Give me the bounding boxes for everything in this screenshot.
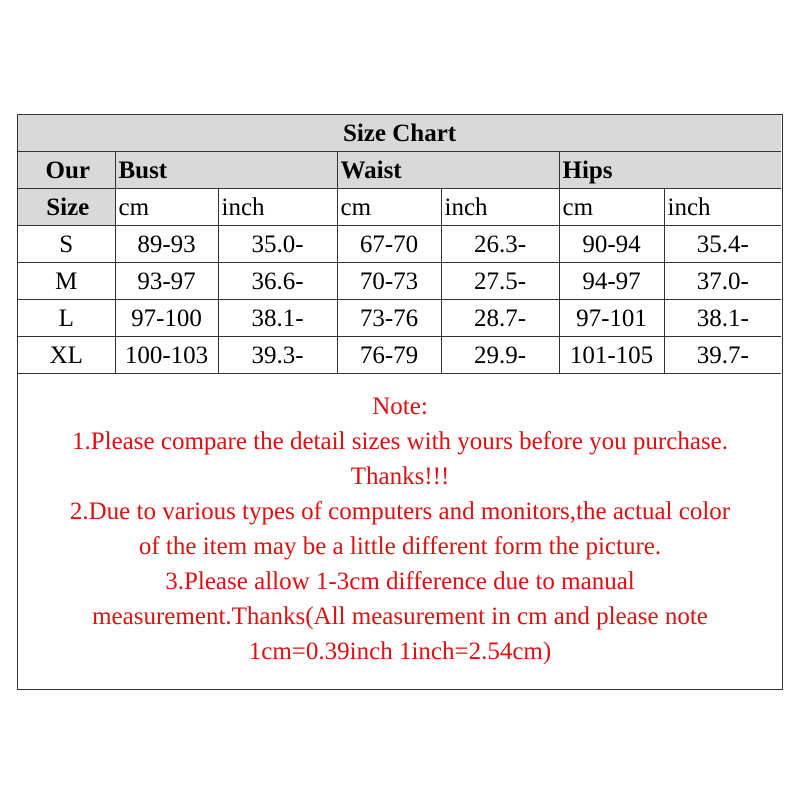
- table-row: [18, 226, 781, 263]
- hips-inch-cell: 39.7-: [664, 337, 781, 374]
- waist-cm-cell: 70-73: [337, 263, 441, 300]
- note-line: 1cm=0.39inch 1inch=2.54cm): [248, 638, 552, 665]
- waist-cm-cell: 76-79: [337, 337, 441, 374]
- bust-inch-cell: 39.3-: [218, 337, 337, 374]
- bust-inch-cell: 38.1-: [218, 300, 337, 337]
- size-table: [18, 115, 781, 374]
- group-header-hips: Hips: [559, 152, 781, 189]
- size-cell: L: [18, 300, 115, 337]
- note-line: measurement.Thanks(All measurement in cm and please note: [92, 603, 708, 630]
- our-size-label-line2: Size: [18, 189, 115, 226]
- unit-header: cm: [115, 189, 218, 226]
- waist-inch-cell: 26.3-: [441, 226, 559, 263]
- hips-cm-cell: 90-94: [559, 226, 664, 263]
- note-line: of the item may be a little different form the picture.: [138, 533, 662, 560]
- group-header-bust: Bust: [115, 152, 337, 189]
- unit-header: inch: [218, 189, 337, 226]
- hips-cm-cell: 94-97: [559, 263, 664, 300]
- bust-cm-cell: 100-103: [115, 337, 218, 374]
- hips-cm-cell: 101-105: [559, 337, 664, 374]
- group-header-waist: Waist: [337, 152, 559, 189]
- bust-cm-cell: 97-100: [115, 300, 218, 337]
- table-row: [18, 337, 781, 374]
- notes-section: [18, 369, 782, 689]
- note-line: 3.Please allow 1-3cm difference due to manual: [165, 568, 635, 595]
- bust-inch-cell: 35.0-: [218, 226, 337, 263]
- table-row: [18, 300, 781, 337]
- unit-header: cm: [559, 189, 664, 226]
- bust-cm-cell: 89-93: [115, 226, 218, 263]
- hips-inch-cell: 35.4-: [664, 226, 781, 263]
- our-size-label-line1: Our: [18, 152, 115, 189]
- unit-header: inch: [441, 189, 559, 226]
- hips-cm-cell: 97-101: [559, 300, 664, 337]
- note-line: 2.Due to various types of computers and monitors,the actual color: [69, 498, 731, 525]
- size-cell: M: [18, 263, 115, 300]
- hips-inch-cell: 37.0-: [664, 263, 781, 300]
- waist-cm-cell: 67-70: [337, 226, 441, 263]
- note-line: Thanks!!!: [350, 463, 450, 490]
- waist-inch-cell: 27.5-: [441, 263, 559, 300]
- size-cell: S: [18, 226, 115, 263]
- table-row: [18, 263, 781, 300]
- size-chart: [17, 114, 783, 690]
- note-heading: Note:: [372, 393, 428, 420]
- hips-inch-cell: 38.1-: [664, 300, 781, 337]
- unit-header: inch: [664, 189, 781, 226]
- table-title: Size Chart: [18, 115, 781, 152]
- unit-header: cm: [337, 189, 441, 226]
- bust-inch-cell: 36.6-: [218, 263, 337, 300]
- size-cell: XL: [18, 337, 115, 374]
- waist-inch-cell: 28.7-: [441, 300, 559, 337]
- note-line: 1.Please compare the detail sizes with yours before you purchase.: [71, 428, 729, 455]
- waist-inch-cell: 29.9-: [441, 337, 559, 374]
- bust-cm-cell: 93-97: [115, 263, 218, 300]
- waist-cm-cell: 73-76: [337, 300, 441, 337]
